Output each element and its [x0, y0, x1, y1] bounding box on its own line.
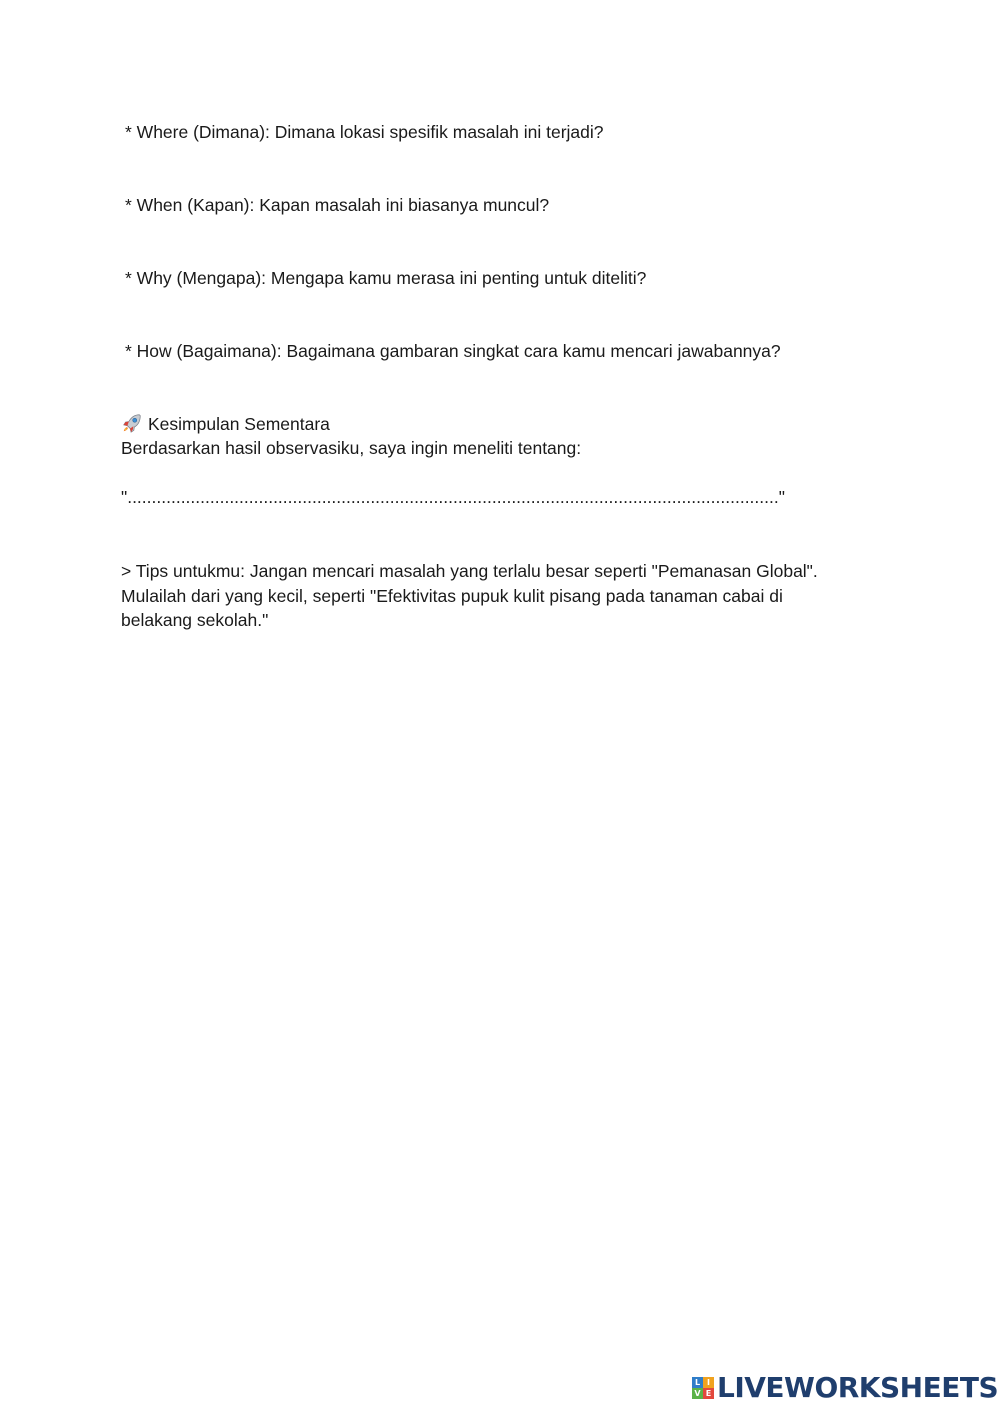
question-why: * Why (Mengapa): Mengapa kamu merasa ini penting untuk diteliti? — [125, 268, 647, 288]
logo-mark-icon — [692, 1377, 714, 1399]
logo-text: LIVEWORKSHEETS — [717, 1371, 999, 1404]
question-where: * Where (Dimana): Dimana lokasi spesifik masalah ini terjadi? — [125, 122, 604, 142]
logo-mark-letter: L — [692, 1377, 703, 1388]
question-when: * When (Kapan): Kapan masalah ini biasanya muncul? — [125, 195, 550, 215]
question-how: * How (Bagaimana): Bagaimana gambaran singkat cara kamu mencari jawabannya? — [125, 341, 781, 361]
conclusion-heading-text: Kesimpulan Sementara — [148, 414, 330, 434]
conclusion-intro: Berdasarkan hasil observasiku, saya ingin meneliti tentang: — [121, 438, 582, 458]
tips-block — [121, 559, 881, 633]
conclusion-heading — [121, 412, 330, 436]
logo-mark-letter: E — [703, 1388, 714, 1399]
tips-line-3: belakang sekolah." — [121, 610, 269, 630]
answer-fill-line: "......................................................................................................................................" — [121, 487, 785, 507]
rocket-icon — [121, 412, 143, 434]
tips-line-1: > Tips untukmu: Jangan mencari masalah yang terlalu besar seperti "Pemanasan Global". — [121, 561, 818, 581]
logo-mark-letter: V — [692, 1388, 703, 1399]
tips-line-2: Mulailah dari yang kecil, seperti "Efektivitas pupuk kulit pisang pada tanaman cabai di — [121, 585, 783, 606]
logo-mark-letter: I — [703, 1377, 714, 1388]
liveworksheets-logo — [692, 1373, 998, 1403]
